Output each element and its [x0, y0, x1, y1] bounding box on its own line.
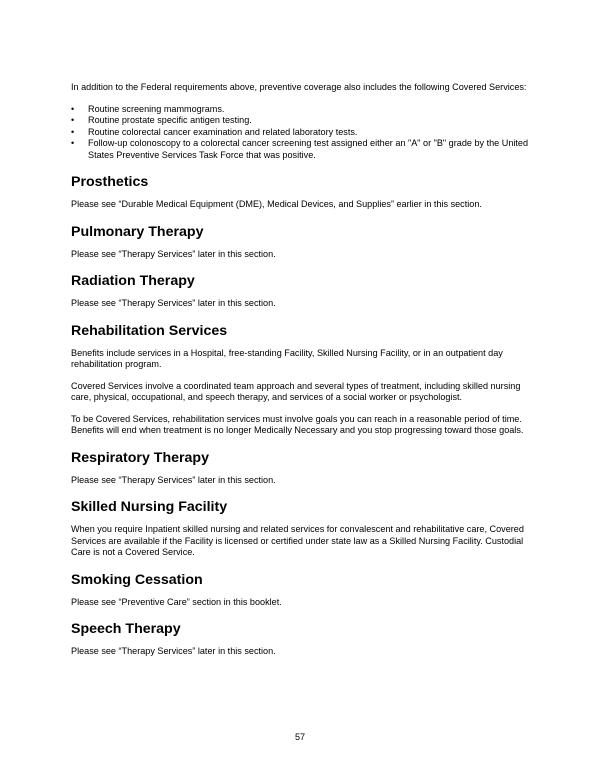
section-paragraph: Please see “Therapy Services” later in this section. [71, 298, 276, 308]
bullet-icon: • [71, 103, 75, 114]
section-paragraph: Please see “Therapy Services” later in this section. [71, 474, 276, 485]
bullet-icon: • [71, 138, 75, 148]
list-item [71, 104, 543, 116]
section-paragraph: Please see “Therapy Services” later in this section. [71, 248, 276, 259]
list-item [71, 115, 543, 127]
list-item-text: Follow-up colonoscopy to a colorectal cancer screening test assigned either an "A" or "B" grade by the United States Preventive Services Task Force that was positive. [88, 138, 529, 160]
section-respiratory-therapy [71, 450, 543, 487]
section-paragraph: Please see “Therapy Services” later in this section. [71, 646, 276, 656]
section-heading: Speech Therapy [71, 621, 181, 637]
section-paragraph: Benefits include services in a Hospital, free-standing Facility, Skilled Nursing Facility, or in an outpatient day rehabilitation program. [71, 347, 503, 369]
covered-services-list [71, 104, 543, 162]
document-body [71, 82, 543, 658]
list-item-text: Routine screening mammograms. [88, 103, 225, 114]
section-heading: Skilled Nursing Facility [71, 499, 228, 515]
section-heading: Pulmonary Therapy [71, 223, 204, 240]
section-heading: Respiratory Therapy [71, 449, 209, 466]
list-item-text: Routine prostate specific antigen testing. [88, 115, 252, 125]
section-paragraph: When you require Inpatient skilled nursing and related services for convalescent and rehabilitative care, Covered Services are available if the Facility is licensed or certified under state law as a Skilled Nursing Facility. Custodial Care is not a Covered Service. [71, 524, 524, 557]
bullet-icon: • [71, 115, 75, 125]
section-rehabilitation-services [71, 323, 543, 437]
section-paragraph: Please see “Preventive Care” section in this booklet. [71, 596, 282, 607]
list-item [71, 138, 543, 161]
section-smoking-cessation [71, 572, 543, 609]
section-pulmonary-therapy [71, 224, 543, 261]
section-radiation-therapy [71, 273, 543, 310]
section-prosthetics [71, 174, 543, 211]
section-heading: Prosthetics [71, 174, 149, 190]
list-item-text: Routine colorectal cancer examination and related laboratory tests. [88, 126, 358, 137]
intro-paragraph: In addition to the Federal requirements above, preventive coverage also includes the following Covered Services: [71, 82, 527, 92]
section-speech-therapy [71, 621, 543, 658]
section-heading: Smoking Cessation [71, 571, 203, 588]
section-paragraph: Please see “Durable Medical Equipment (DME), Medical Devices, and Supplies” earlier in this section. [71, 199, 482, 209]
bullet-icon: • [71, 126, 75, 137]
section-paragraph: Covered Services involve a coordinated team approach and several types of treatment, including skilled nursing care, physical, occupational, and speech therapy, and services of a social worker or psychologist. [71, 380, 521, 402]
section-heading: Radiation Therapy [71, 273, 195, 289]
section-heading: Rehabilitation Services [71, 322, 228, 339]
list-item [71, 127, 543, 139]
section-paragraph: To be Covered Services, rehabilitation services must involve goals you can reach in a reasonable period of time. Benefits will end when treatment is no longer Medically Necessary and you stop progressing toward those goals. [71, 413, 524, 435]
page-number: 57 [294, 732, 306, 742]
section-skilled-nursing-facility [71, 499, 543, 559]
